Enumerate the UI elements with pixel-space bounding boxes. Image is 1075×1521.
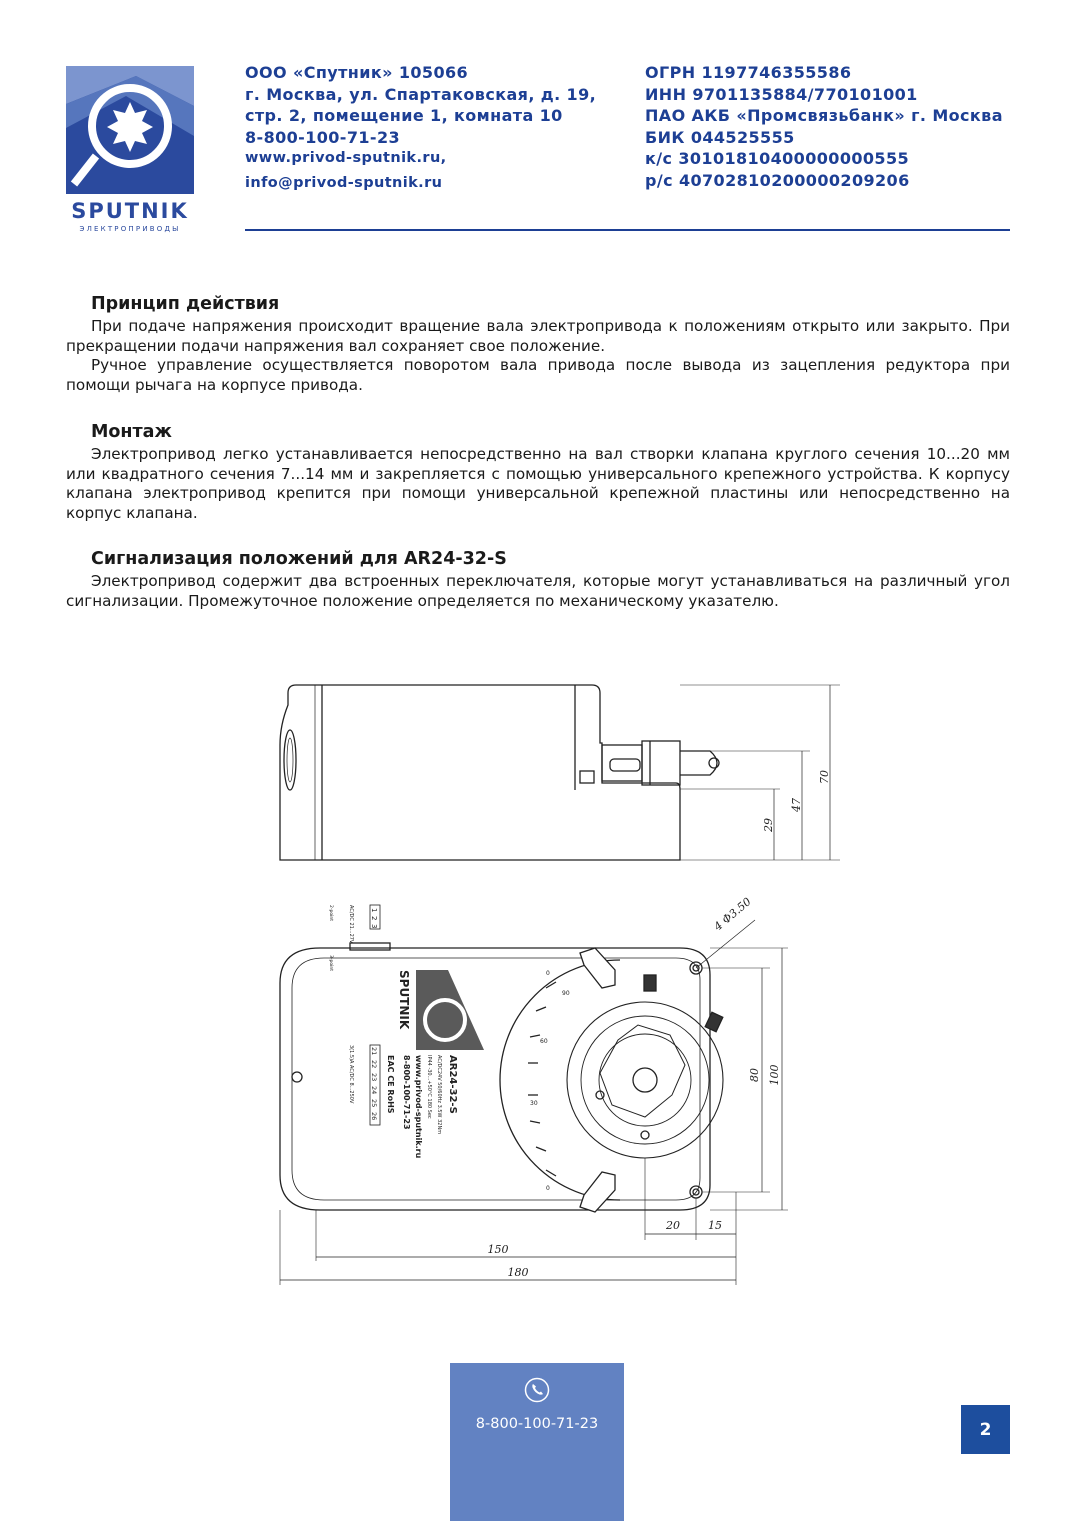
logo-brand-subtext: ЭЛЕКТРОПРИВОДЫ: [79, 225, 181, 233]
address-line-2: стр. 2, помещение 1, комната 10: [245, 106, 563, 126]
label-model: AR24-32-S: [447, 1055, 458, 1114]
terminal-23: 23: [370, 1073, 378, 1082]
terminal-24: 24: [370, 1086, 378, 1095]
bik: БИК 044525555: [645, 127, 795, 147]
bank-name: ПАО АКБ «Промсвязьбанк» г. Москва: [645, 106, 1003, 126]
label-spec-2: IP44 -30...+50°C 180 Sec: [426, 1055, 432, 1119]
dim-height-29: 29: [762, 818, 775, 832]
section-principle: [66, 293, 1010, 395]
email-link[interactable]: info@privod-sputnik.ru: [245, 174, 443, 191]
section-mounting: [66, 421, 1010, 523]
section-title: Принцип действия: [91, 294, 280, 314]
label-spec-1: AC/DC24V 50/60Hz 3.5W 32Nm: [436, 1055, 442, 1135]
terminal-22: 22: [370, 1060, 378, 1069]
section-paragraph: Электропривод содержит два встроенных переключателя, которые могут устанавливаться на различный угол сигнализации. Промежуточное положение определяется по механическому указателю.: [66, 572, 1010, 610]
scale-0-top: 0: [546, 970, 550, 977]
scale-90-top: 90: [562, 990, 570, 997]
settlement-account: р/с 40702810200000209206: [645, 170, 910, 190]
dim-height-47: 47: [790, 798, 803, 812]
header-divider: [245, 229, 1010, 231]
corr-account: к/с 30101810400000000555: [645, 149, 910, 169]
phone-icon: [524, 1377, 550, 1403]
dim-offset-20: 20: [666, 1219, 680, 1232]
company-name: ООО «Спутник» 105066: [245, 63, 469, 82]
top-view: [280, 895, 788, 1285]
label-phone: 8-800-100-71-23: [402, 1055, 411, 1130]
dim-length-180: 180: [507, 1266, 529, 1279]
scale-60: 60: [540, 1038, 548, 1045]
company-requisites-block: [645, 62, 1003, 192]
footer-phone[interactable]: 8-800-100-71-23: [475, 1416, 599, 1432]
company-phone: 8-800-100-71-23: [245, 127, 401, 147]
website-link[interactable]: www.privod-sputnik.ru,: [245, 150, 447, 167]
inn: ИНН 9701135884/770101001: [645, 84, 918, 104]
logo-brand-text: SPUTNIK: [71, 199, 189, 223]
section-title: Монтаж: [91, 422, 172, 442]
label-brand: SPUTNIK: [397, 970, 411, 1030]
terminal-25: 25: [370, 1099, 378, 1108]
label-certification-marks: EAC CE RoHS: [386, 1055, 395, 1114]
page-number-badge: 2: [961, 1405, 1010, 1454]
dim-length-150: 150: [487, 1243, 509, 1256]
footer-contact-box: [450, 1363, 624, 1521]
section-paragraph: Ручное управление осуществляется поворотом вала привода после вывода из зацепления редуктора при помощи рычага на корпусе привода.: [66, 356, 1010, 394]
company-address-block: [245, 62, 596, 195]
dim-height-70: 70: [818, 770, 831, 784]
section-signaling: [66, 548, 1010, 611]
sputnik-logo: [66, 66, 194, 234]
label-wiring-a: AC/DC 21...27V: [348, 905, 354, 944]
label-website: www.privod-sputnik.ru: [414, 1055, 423, 1159]
side-view: [280, 685, 840, 860]
dim-offset-15: 15: [708, 1219, 722, 1232]
terminal-21: 21: [370, 1047, 378, 1056]
section-paragraph: Электропривод легко устанавливается непосредственно на вал створки клапана круглого сечения 10...20 мм или квадратного сечения 7...14 мм и закрепляется с помощью универсального крепежного устройства. К корпусу клапана электропривод крепится при помощи универсальной крепежной пластины или непосредственно на корпус клапана.: [66, 445, 1010, 522]
terminal-2: 2: [370, 916, 378, 921]
section-paragraph: При подаче напряжения происходит вращение вала электропривода к положениям открыто или закрыто. При прекращении подачи напряжения вал сохраняет свое положение.: [66, 317, 1010, 355]
dim-width-100: 100: [768, 1064, 781, 1086]
terminal-1: 1: [370, 908, 378, 913]
ogrn: ОГРН 1197746355586: [645, 63, 852, 82]
dim-width-80: 80: [748, 1068, 761, 1082]
device-label: [328, 905, 484, 1159]
address-line-1: г. Москва, ул. Спартаковская, д. 19,: [245, 84, 597, 104]
label-wiring-b: 3(1.5)A AC/DC 8...250V: [348, 1045, 354, 1104]
label-three-point: 3-point: [328, 955, 333, 971]
terminal-26: 26: [370, 1112, 378, 1121]
dim-holes: 4 Φ3.50: [711, 895, 754, 934]
terminal-3: 3: [370, 924, 378, 929]
scale-30: 30: [530, 1100, 538, 1107]
scale-0-bottom: 0: [546, 1185, 550, 1192]
label-two-point: 2-point: [328, 905, 333, 921]
section-title: Сигнализация положений для AR24-32-S: [91, 549, 507, 569]
technical-drawing: [240, 665, 860, 1305]
